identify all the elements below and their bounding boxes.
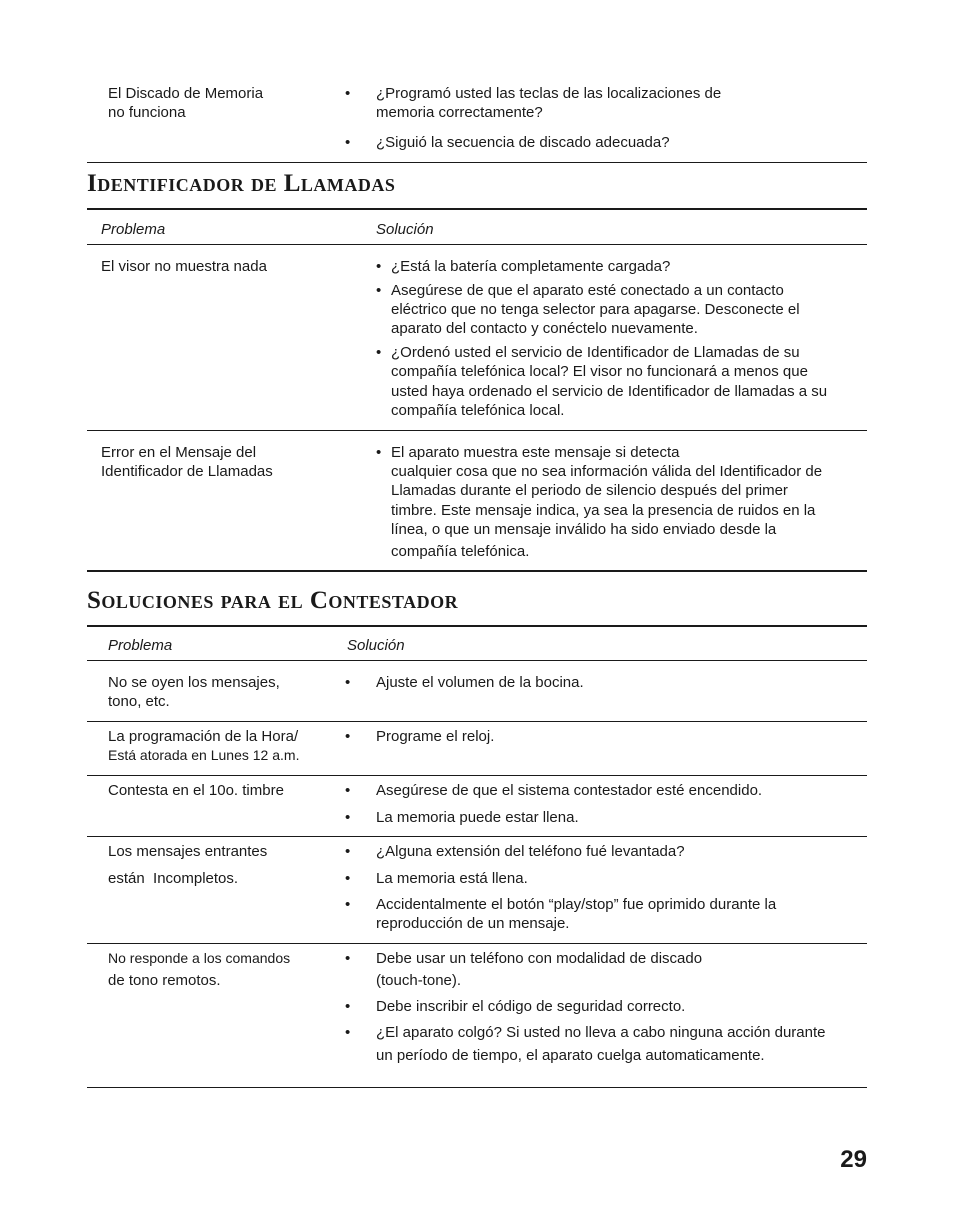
solution-line: Programe el reloj.	[376, 728, 495, 745]
solution-line: ¿Programó usted las teclas de las localizaciones de	[376, 85, 722, 102]
solution-line: Llamadas durante el periodo de silencio después del primer	[391, 482, 788, 499]
divider	[87, 943, 867, 944]
bullet-icon: •	[376, 258, 382, 275]
section-heading-answering-machine: Soluciones para el Contestador	[87, 587, 459, 614]
column-header-problem: Problema	[101, 221, 166, 238]
column-header-solution: Solución	[376, 221, 434, 238]
problem-line: El Discado de Memoria	[108, 85, 264, 102]
solution-line: compañía telefónica local.	[391, 402, 565, 419]
solution-line: (touch-tone).	[376, 972, 462, 989]
problem-line: Está atorada en Lunes 12 a.m.	[108, 747, 300, 763]
section-heading-caller-id: Identificador de Llamadas	[87, 170, 396, 197]
divider	[87, 625, 867, 627]
solution-line: reproducción de un mensaje.	[376, 915, 570, 932]
divider	[87, 430, 867, 431]
solution-line: timbre. Este mensaje indica, ya sea la presencia de ruidos en la	[391, 502, 816, 519]
problem-line: no funciona	[108, 104, 186, 121]
column-header-solution: Solución	[347, 637, 405, 654]
problem-line: Los mensajes entrantes	[108, 843, 268, 860]
bullet-icon: •	[345, 728, 351, 745]
divider	[87, 244, 867, 245]
bullet-icon: •	[376, 282, 382, 299]
problem-line: Identificador de Llamadas	[101, 463, 273, 480]
solution-line: aparato del contacto y conéctelo nuevamente.	[391, 320, 698, 337]
problem-text: El visor no muestra nada	[101, 258, 267, 275]
problem-line: Error en el Mensaje del	[101, 444, 257, 461]
bullet-icon: •	[345, 843, 351, 860]
bullet-icon: •	[376, 444, 382, 461]
problem-line: La programación de la Hora/	[108, 728, 299, 745]
bullet-icon: •	[345, 870, 351, 887]
divider	[87, 1087, 867, 1088]
bullet-icon: •	[345, 950, 351, 967]
column-header-problem: Problema	[108, 637, 173, 654]
bullet-icon: •	[345, 782, 351, 799]
bullet-icon: •	[345, 134, 351, 151]
divider	[87, 570, 867, 572]
divider	[87, 775, 867, 776]
solution-line: La memoria puede estar llena.	[376, 809, 579, 826]
solution-line: ¿Alguna extensión del teléfono fué levantada?	[376, 843, 685, 860]
bullet-icon: •	[345, 809, 351, 826]
solution-line: Accidentalmente el botón “play/stop” fue oprimido durante la	[376, 896, 777, 913]
solution-line: Debe inscribir el código de seguridad correcto.	[376, 998, 686, 1015]
problem-line: No responde a los comandos	[108, 950, 291, 966]
solution-line: compañía telefónica.	[391, 543, 530, 560]
solution-line: un período de tiempo, el aparato cuelga automaticamente.	[376, 1047, 765, 1064]
divider	[87, 162, 867, 163]
problem-text: Contesta en el 10o. timbre	[108, 782, 284, 799]
solution-line: ¿Está la batería completamente cargada?	[391, 258, 671, 275]
page-number: 29	[840, 1146, 867, 1173]
solution-line: línea, o que un mensaje inválido ha sido enviado desde la	[391, 521, 777, 538]
divider	[87, 721, 867, 722]
bullet-icon: •	[376, 344, 382, 361]
problem-line: de tono remotos.	[108, 972, 221, 989]
divider	[87, 836, 867, 837]
bullet-icon: •	[345, 85, 351, 102]
solution-line: usted haya ordenado el servicio de Identificador de llamadas a su	[391, 383, 828, 400]
solution-line: La memoria está llena.	[376, 870, 528, 887]
solution-line: ¿Ordenó usted el servicio de Identificador de Llamadas de su	[391, 344, 800, 361]
solution-line: El aparato muestra este mensaje si detecta	[391, 444, 680, 461]
problem-line: No se oyen los mensajes,	[108, 674, 280, 691]
solution-line: Asegúrese de que el sistema contestador esté encendido.	[376, 782, 763, 799]
solution-line: Ajuste el volumen de la bocina.	[376, 674, 584, 691]
solution-line: ¿El aparato colgó? Si usted no lleva a cabo ninguna acción durante	[376, 1024, 826, 1041]
solution-line: ¿Siguió la secuencia de discado adecuada?	[376, 134, 670, 151]
bullet-icon: •	[345, 896, 351, 913]
divider	[87, 208, 867, 210]
problem-line: están Incompletos.	[108, 870, 239, 887]
divider	[87, 660, 867, 661]
solution-line: Asegúrese de que el aparato esté conectado a un contacto	[391, 282, 784, 299]
bullet-icon: •	[345, 1024, 351, 1041]
solution-line: Debe usar un teléfono con modalidad de discado	[376, 950, 703, 967]
solution-line: memoria correctamente?	[376, 104, 543, 121]
bullet-icon: •	[345, 998, 351, 1015]
solution-line: compañía telefónica local? El visor no funcionará a menos que	[391, 363, 808, 380]
problem-line: tono, etc.	[108, 693, 170, 710]
solution-line: eléctrico que no tenga selector para apagarse. Desconecte el	[391, 301, 800, 318]
bullet-icon: •	[345, 674, 351, 691]
solution-line: cualquier cosa que no sea información válida del Identificador de	[391, 463, 823, 480]
